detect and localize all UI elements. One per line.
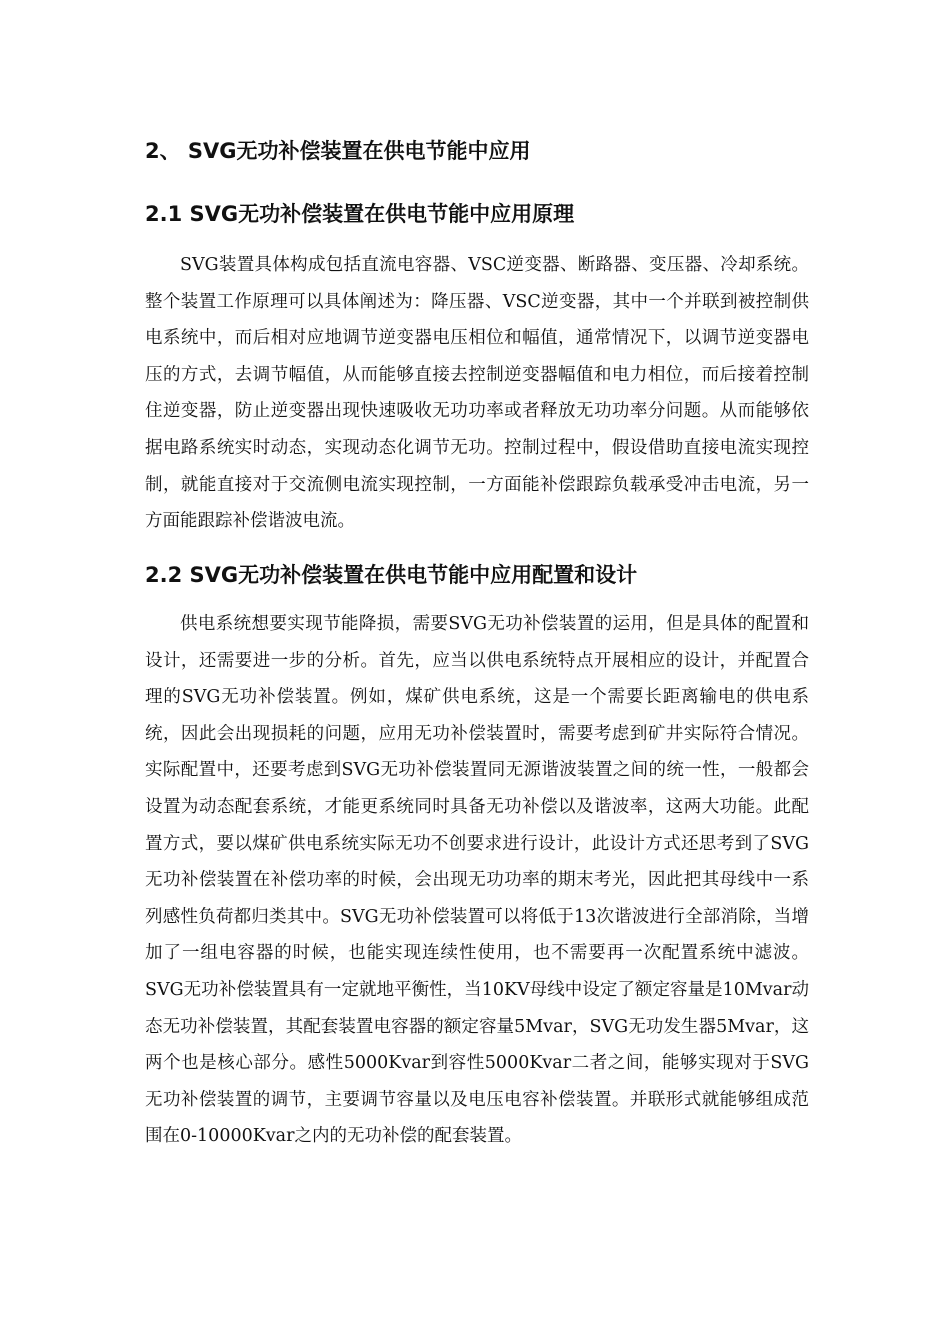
subsection-2-paragraph: 供电系统想要实现节能降损，需要SVG无功补偿装置的运用，但是具体的配置和设计，还需要进一步的分析。首先，应当以供电系统特点开展相应的设计，并配置合理的SVG无功补偿装置。例如，煤矿供电系统，这是一个需要长距离输电的供电系统，因此会出现损耗的问题，应用无功补偿装置时，需要考虑到矿井实际符合情况。实际配置中，还要考虑到SVG无功补偿装置同无源谐波装置之间的统一性，一般都会设置为动态配套系统，才能更系统同时具备无功补偿以及谐波率，这两大功能。此配置方式，要以煤矿供电系统实际无功不创要求进行设计，此设计方式还思考到了SVG无功补偿装置在补偿功率的时候，会出现无功功率的期末考光，因此把其母线中一系列感性负荷都归类其中。SVG无功补偿装置可以将低于13次谐波进行全部消除，当增加了一组电容器的时候，也能实现连续性使用，也不需要再一次配置系统中滤波。SVG无功补偿装置具有一定就地平衡性，当10KV母线中设定了额定容量是10Mvar动态无功补偿装置，其配套装置电容器的额定容量5Mvar，SVG无功发生器5Mvar，这两个也是核心部分。感性5000Kvar到容性5000Kvar二者之间，能够实现对于SVG无功补偿装置的调节，主要调节容量以及电压电容补偿装置。并联形式就能够组成范围在0-10000Kvar之内的无功补偿的配套装置。 bbox=[145, 614, 809, 1147]
subsection-1-heading: 2.1 SVG无功补偿装置在供电节能中应用原理 bbox=[145, 202, 575, 226]
section-heading: 2、 SVG无功补偿装置在供电节能中应用 bbox=[145, 139, 531, 163]
subsection-2-heading: 2.2 SVG无功补偿装置在供电节能中应用配置和设计 bbox=[145, 563, 638, 587]
subsection-1-paragraph: SVG装置具体构成包括直流电容器、VSC逆变器、断路器、变压器、冷却系统。整个装置工作原理可以具体阐述为：降压器、VSC逆变器，其中一个并联到被控制供电系统中，而后相对应地调节逆变器电压相位和幅值，通常情况下，以调节逆变器电压的方式，去调节幅值，从而能够直接去控制逆变器幅值和电力相位，而后接着控制住逆变器，防止逆变器出现快速吸收无功功率或者释放无功功率分问题。从而能够依据电路系统实时动态，实现动态化调节无功。控制过程中，假设借助直接电流实现控制，就能直接对于交流侧电流实现控制，一方面能补偿跟踪负载承受冲击电流，另一方面能跟踪补偿谐波电流。 bbox=[145, 255, 809, 532]
